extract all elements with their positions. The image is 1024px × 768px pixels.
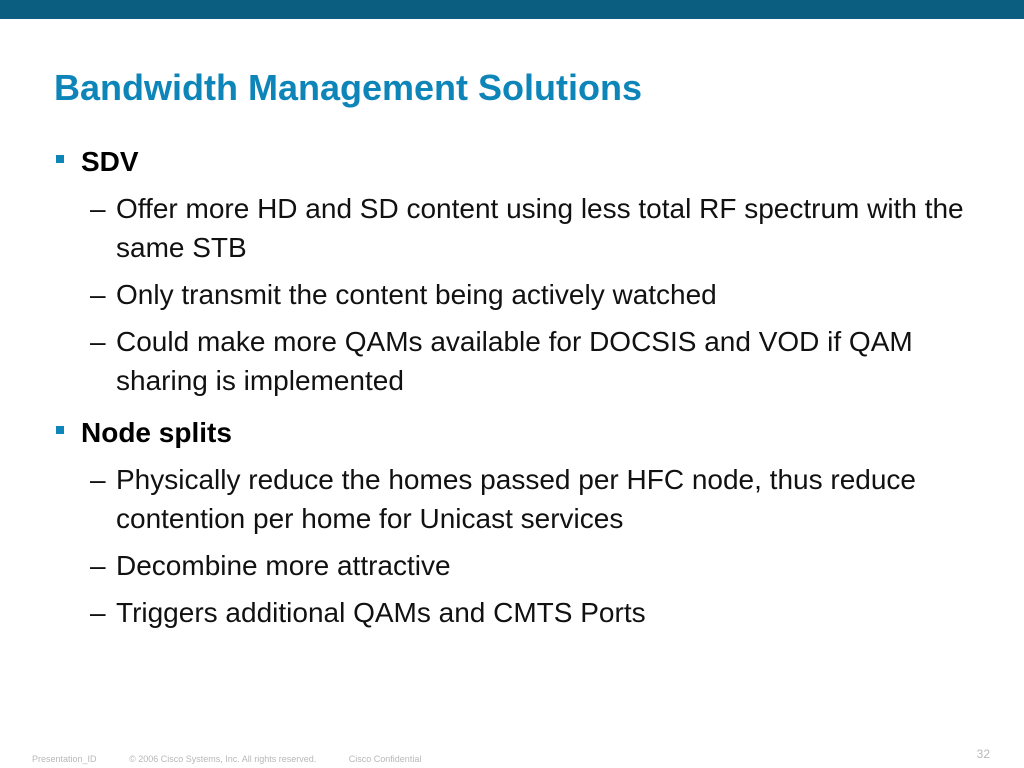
sub-bullet xyxy=(90,322,974,400)
sub-bullet xyxy=(90,189,974,267)
sub-bullet xyxy=(90,546,974,585)
footer xyxy=(32,754,451,764)
dash-marker: – xyxy=(90,193,106,224)
copyright-notice: © 2006 Cisco Systems, Inc. All rights reserved. xyxy=(129,754,317,764)
slide-content xyxy=(54,141,974,640)
confidential-label: Cisco Confidential xyxy=(348,754,422,764)
sub-bullet-text: Offer more HD and SD content using less total RF spectrum with the same STB xyxy=(116,193,964,263)
sub-bullet-text: Decombine more attractive xyxy=(116,550,451,581)
slide-title: Bandwidth Management Solutions xyxy=(54,67,643,108)
square-bullet-icon xyxy=(56,155,64,163)
sub-bullet xyxy=(90,593,974,632)
dash-marker: – xyxy=(90,550,106,581)
square-bullet-icon xyxy=(56,426,64,434)
dash-marker: – xyxy=(90,279,106,310)
sub-bullet-text: Physically reduce the homes passed per HFC node, thus reduce contention per home for Unicast services xyxy=(116,464,916,534)
bullet-label: Node splits xyxy=(81,417,232,448)
sub-bullet xyxy=(90,460,974,538)
bullet-sdv xyxy=(54,141,974,183)
dash-marker: – xyxy=(90,326,106,357)
page-number: 32 xyxy=(976,747,990,761)
bullet-node-splits xyxy=(54,412,974,454)
dash-marker: – xyxy=(90,597,106,628)
presentation-id: Presentation_ID xyxy=(32,754,97,764)
top-banner-bar xyxy=(0,0,1024,19)
sub-bullet-text: Could make more QAMs available for DOCSIS and VOD if QAM sharing is implemented xyxy=(116,326,913,396)
sub-bullet xyxy=(90,275,974,314)
sub-bullet-text: Triggers additional QAMs and CMTS Ports xyxy=(116,597,646,628)
bullet-label: SDV xyxy=(81,146,139,177)
sub-bullet-text: Only transmit the content being actively watched xyxy=(116,279,717,310)
dash-marker: – xyxy=(90,464,106,495)
